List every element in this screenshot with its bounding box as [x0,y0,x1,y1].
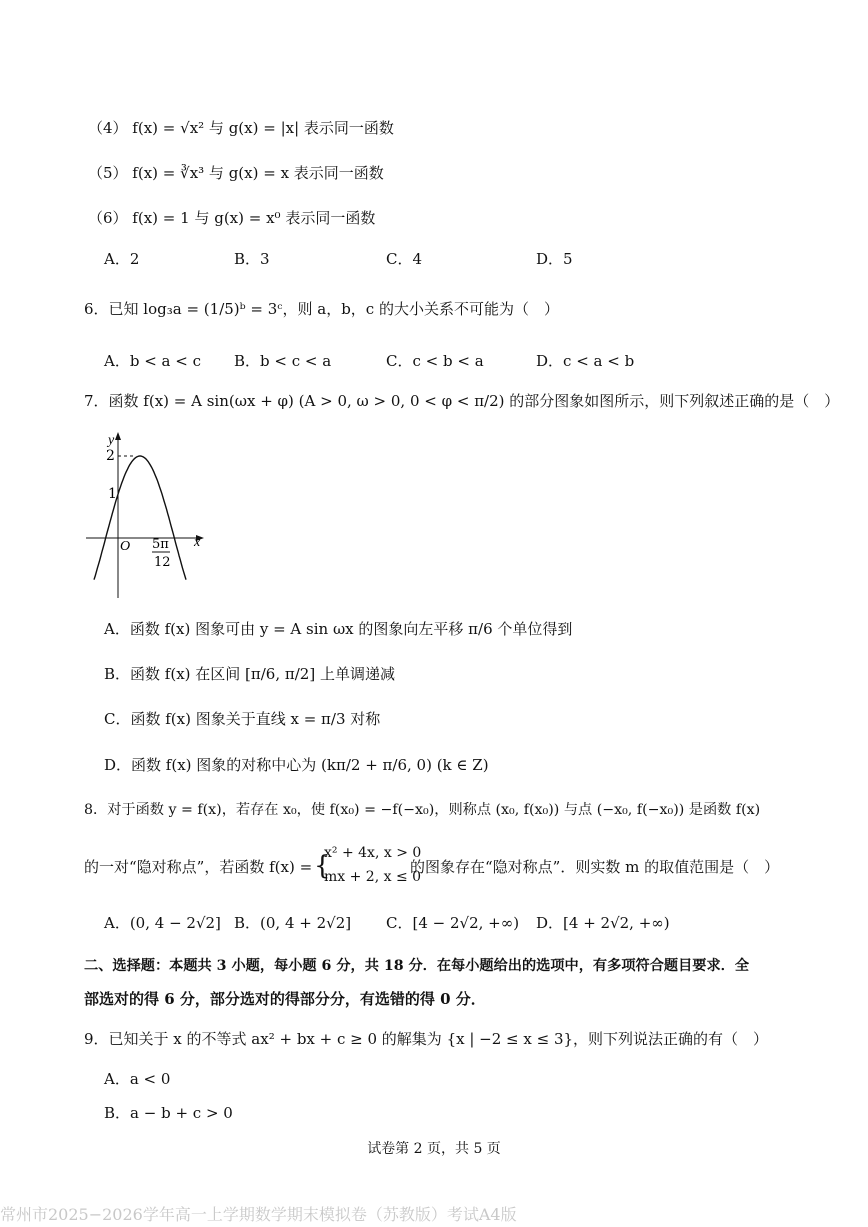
q8-option-a: A．(0, 4 − 2√2] [104,914,221,932]
piece-2: mx + 2, x ≤ 0 [324,869,422,885]
q7-option-c: C．函数 f(x) 图象关于直线 x = π/3 对称 [104,710,381,728]
q8-option-d: D．[4 + 2√2, +∞) [536,914,670,932]
q6-stem: 6．已知 log₃a = (1/5)ᵇ = 3ᶜ，则 a，b，c 的大小关系不可能为（ ） [84,300,559,318]
y-axis-label: y [108,433,115,448]
q7-option-d: D．函数 f(x) 图象的对称中心为 (kπ/2 + π/6, 0) (k ∈ Z) [104,756,489,774]
q9-stem: 9．已知关于 x 的不等式 ax² + bx + c ≥ 0 的解集为 {x | −2 ≤ x ≤ 3}，则下列说法正确的有（ ） [84,1030,769,1048]
q8-stem-line2b: 的图象存在“隐对称点”．则实数 m 的取值范围是（ ） [410,858,780,876]
q9-option-b: B．a − b + c > 0 [104,1104,233,1122]
x-axis-label: x [194,535,201,550]
q7-stem: 7．函数 f(x) = A sin(ωx + φ) (A > 0, ω > 0, 0 < φ < π/2) 的部分图象如图所示，则下列叙述正确的是（ ） [84,392,840,410]
q8-option-c: C．[4 − 2√2, +∞) [386,914,520,932]
q6-option-a: A．b < a < c [104,352,201,370]
q5-option-a: A．2 [104,250,140,268]
piecewise-brace: { [314,851,331,881]
y-tick-2: 2 [106,448,115,464]
q8-stem-line2a: 的一对“隐对称点”，若函数 f(x) = [84,858,313,876]
q6-option-b: B．b < c < a [234,352,332,370]
q9-option-a: A．a < 0 [104,1070,171,1088]
sine-graph [86,430,216,600]
q7-option-b: B．函数 f(x) 在区间 [π/6, π/2] 上单调递减 [104,665,395,683]
q6-option-d: D．c < a < b [536,352,635,370]
sine-curve [94,456,186,580]
q5-option-c: C．4 [386,250,423,268]
y-tick-1: 1 [108,486,117,502]
y-axis-arrow [115,432,121,440]
piece-1: x² + 4x, x > 0 [324,845,422,861]
statement-6: （6） f(x) = 1 与 g(x) = x⁰ 表示同一函数 [88,209,376,227]
x-tick-denominator: 12 [154,555,171,570]
q8-option-b: B．(0, 4 + 2√2] [234,914,352,932]
statement-4: （4） f(x) = √x² 与 g(x) = |x| 表示同一函数 [88,119,394,137]
q7-option-a: A．函数 f(x) 图象可由 y = A sin ωx 的图象向左平移 π/6 个单位得到 [104,620,573,638]
x-tick-numerator: 5π [152,537,169,552]
page-footer: 试卷第 2 页，共 5 页 [367,1141,501,1157]
section-2-header-line2: 部选对的得 6 分，部分选对的得部分分，有选错的得 0 分． [84,990,486,1008]
watermark: 常州市2025−2026学年高一上学期数学期末模拟卷（苏教版）考试A4版 [0,1205,517,1224]
statement-5: （5） f(x) = ∛x³ 与 g(x) = x 表示同一函数 [88,164,384,182]
q5-option-b: B．3 [234,250,270,268]
q6-option-c: C．c < b < a [386,352,484,370]
section-2-header-line1: 二、选择题：本题共 3 小题，每小题 6 分，共 18 分．在每小题给出的选项中，有多项符合题目要求．全 [84,958,750,974]
origin-label: O [120,539,131,554]
q5-option-d: D．5 [536,250,573,268]
q8-stem-line1: 8．对于函数 y = f(x)，若存在 x₀，使 f(x₀) = −f(−x₀)，则称点 (x₀, f(x₀)) 与点 (−x₀, f(−x₀)) 是函数 f(x) [84,802,761,818]
